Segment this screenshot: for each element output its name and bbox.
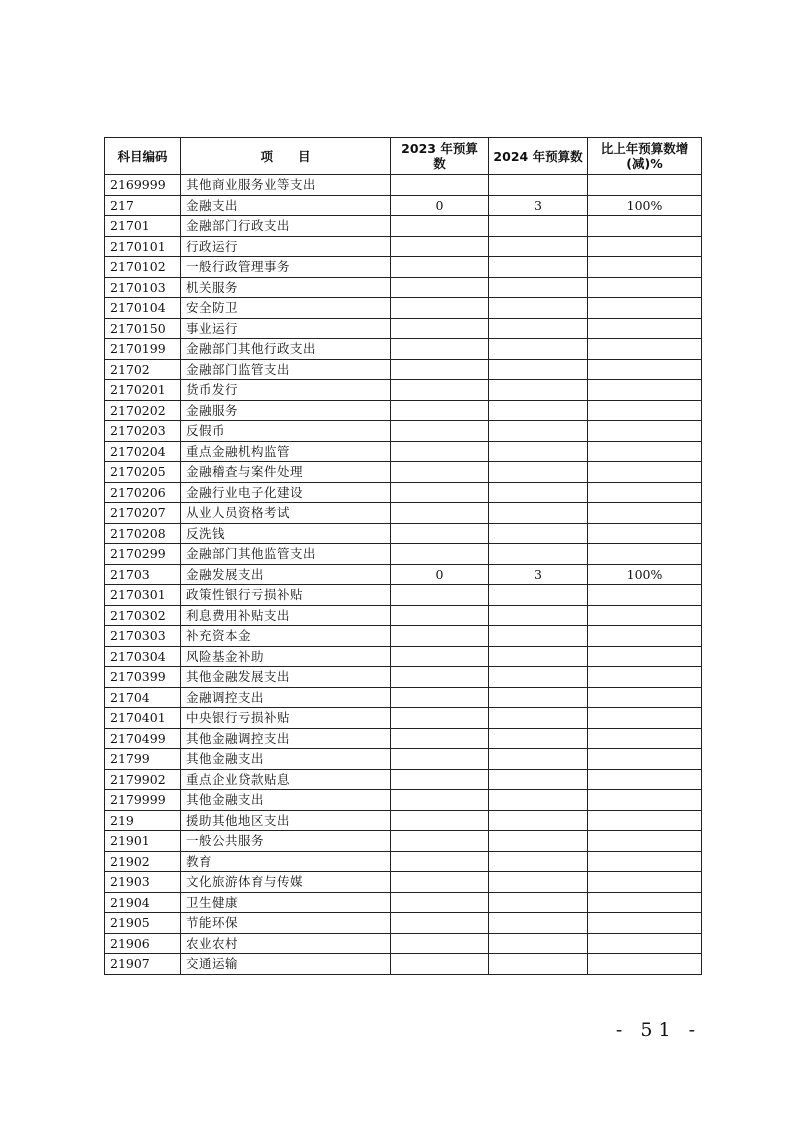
row-name: 文化旅游体育与传媒 xyxy=(181,872,391,893)
row-budget-2024 xyxy=(489,913,588,934)
row-name: 安全防卫 xyxy=(181,298,391,319)
row-budget-2024 xyxy=(489,790,588,811)
row-name: 其他金融支出 xyxy=(181,749,391,770)
row-budget-2023 xyxy=(391,913,489,934)
row-name: 其他商业服务业等支出 xyxy=(181,175,391,196)
row-budget-2023 xyxy=(391,462,489,483)
row-budget-2023: 0 xyxy=(391,564,489,585)
page-number: - 51 - xyxy=(615,1019,701,1041)
row-budget-2023 xyxy=(391,646,489,667)
row-name: 反洗钱 xyxy=(181,523,391,544)
row-name: 政策性银行亏损补贴 xyxy=(181,585,391,606)
header-budget-2023: 2023 年预算数 xyxy=(391,138,489,175)
row-change xyxy=(588,236,702,257)
row-budget-2023 xyxy=(391,503,489,524)
row-budget-2024 xyxy=(489,585,588,606)
row-budget-2023 xyxy=(391,257,489,278)
table-row xyxy=(105,503,702,524)
row-budget-2023 xyxy=(391,523,489,544)
row-budget-2024 xyxy=(489,359,588,380)
row-name: 节能环保 xyxy=(181,913,391,934)
row-budget-2023 xyxy=(391,482,489,503)
row-budget-2024 xyxy=(489,708,588,729)
row-budget-2023 xyxy=(391,933,489,954)
table-row xyxy=(105,175,702,196)
table-row xyxy=(105,216,702,237)
row-name: 金融稽查与案件处理 xyxy=(181,462,391,483)
row-budget-2023 xyxy=(391,831,489,852)
table-row xyxy=(105,462,702,483)
row-budget-2023 xyxy=(391,359,489,380)
row-name: 金融部门行政支出 xyxy=(181,216,391,237)
table-row xyxy=(105,564,702,585)
row-change xyxy=(588,708,702,729)
row-budget-2023 xyxy=(391,667,489,688)
row-budget-2024 xyxy=(489,892,588,913)
row-change xyxy=(588,851,702,872)
row-code: 2170206 xyxy=(105,482,181,503)
row-change xyxy=(588,954,702,975)
header-item: 项 目 xyxy=(181,138,391,175)
table-row xyxy=(105,318,702,339)
row-budget-2024 xyxy=(489,482,588,503)
row-code: 2170102 xyxy=(105,257,181,278)
row-name: 援助其他地区支出 xyxy=(181,810,391,831)
row-budget-2023 xyxy=(391,298,489,319)
row-change xyxy=(588,749,702,770)
row-change xyxy=(588,503,702,524)
row-change xyxy=(588,441,702,462)
row-code: 21799 xyxy=(105,749,181,770)
table-row xyxy=(105,441,702,462)
row-change xyxy=(588,175,702,196)
row-name: 交通运输 xyxy=(181,954,391,975)
row-budget-2024 xyxy=(489,626,588,647)
row-code: 2170304 xyxy=(105,646,181,667)
row-name: 金融部门其他监管支出 xyxy=(181,544,391,565)
row-name: 其他金融支出 xyxy=(181,790,391,811)
table-row xyxy=(105,523,702,544)
table-row xyxy=(105,626,702,647)
table-row xyxy=(105,482,702,503)
row-code: 2170207 xyxy=(105,503,181,524)
table-row xyxy=(105,728,702,749)
row-code: 21703 xyxy=(105,564,181,585)
row-change: 100% xyxy=(588,564,702,585)
row-change xyxy=(588,277,702,298)
row-code: 2170199 xyxy=(105,339,181,360)
row-code: 21904 xyxy=(105,892,181,913)
table-row xyxy=(105,646,702,667)
row-name: 农业农村 xyxy=(181,933,391,954)
table-row xyxy=(105,359,702,380)
table-row xyxy=(105,585,702,606)
row-budget-2023 xyxy=(391,954,489,975)
row-change xyxy=(588,626,702,647)
row-name: 利息费用补贴支出 xyxy=(181,605,391,626)
row-code: 2170201 xyxy=(105,380,181,401)
row-name: 补充资本金 xyxy=(181,626,391,647)
table-body xyxy=(105,175,702,975)
row-change xyxy=(588,523,702,544)
row-name: 风险基金补助 xyxy=(181,646,391,667)
table-row xyxy=(105,913,702,934)
row-budget-2024 xyxy=(489,544,588,565)
row-budget-2023 xyxy=(391,175,489,196)
table-row xyxy=(105,749,702,770)
row-budget-2024 xyxy=(489,503,588,524)
row-change: 100% xyxy=(588,195,702,216)
table-row xyxy=(105,236,702,257)
row-code: 21906 xyxy=(105,933,181,954)
table-row xyxy=(105,298,702,319)
row-change xyxy=(588,400,702,421)
row-budget-2024 xyxy=(489,872,588,893)
row-code: 21704 xyxy=(105,687,181,708)
row-budget-2024 xyxy=(489,441,588,462)
table-row xyxy=(105,810,702,831)
row-code: 2170302 xyxy=(105,605,181,626)
row-code: 2170301 xyxy=(105,585,181,606)
row-name: 金融调控支出 xyxy=(181,687,391,708)
row-budget-2024 xyxy=(489,523,588,544)
row-name: 从业人员资格考试 xyxy=(181,503,391,524)
row-code: 2170303 xyxy=(105,626,181,647)
row-change xyxy=(588,257,702,278)
row-change xyxy=(588,482,702,503)
row-budget-2023 xyxy=(391,216,489,237)
row-change xyxy=(588,687,702,708)
table-row xyxy=(105,421,702,442)
row-budget-2023 xyxy=(391,380,489,401)
row-code: 2170204 xyxy=(105,441,181,462)
row-budget-2024: 3 xyxy=(489,195,588,216)
row-code: 2170399 xyxy=(105,667,181,688)
row-code: 2169999 xyxy=(105,175,181,196)
row-budget-2024 xyxy=(489,667,588,688)
row-budget-2024 xyxy=(489,646,588,667)
table-row xyxy=(105,400,702,421)
row-budget-2023 xyxy=(391,769,489,790)
row-budget-2024 xyxy=(489,933,588,954)
row-name: 金融部门其他行政支出 xyxy=(181,339,391,360)
row-budget-2023 xyxy=(391,585,489,606)
row-budget-2024 xyxy=(489,851,588,872)
header-change: 比上年预算数增(减)% xyxy=(588,138,702,175)
table-row xyxy=(105,954,702,975)
row-budget-2023 xyxy=(391,441,489,462)
row-code: 2170150 xyxy=(105,318,181,339)
row-budget-2023 xyxy=(391,728,489,749)
row-code: 2170103 xyxy=(105,277,181,298)
row-budget-2023 xyxy=(391,605,489,626)
row-code: 2170299 xyxy=(105,544,181,565)
row-budget-2024 xyxy=(489,810,588,831)
row-change xyxy=(588,933,702,954)
row-code: 2170104 xyxy=(105,298,181,319)
row-budget-2023 xyxy=(391,810,489,831)
row-change xyxy=(588,359,702,380)
row-budget-2023 xyxy=(391,277,489,298)
row-budget-2023: 0 xyxy=(391,195,489,216)
table-row xyxy=(105,933,702,954)
table-row xyxy=(105,277,702,298)
row-budget-2023 xyxy=(391,851,489,872)
row-budget-2024 xyxy=(489,769,588,790)
row-code: 21901 xyxy=(105,831,181,852)
row-code: 217 xyxy=(105,195,181,216)
row-budget-2024 xyxy=(489,277,588,298)
row-budget-2023 xyxy=(391,749,489,770)
row-change xyxy=(588,790,702,811)
row-budget-2024 xyxy=(489,339,588,360)
row-budget-2023 xyxy=(391,421,489,442)
row-budget-2023 xyxy=(391,872,489,893)
row-budget-2023 xyxy=(391,626,489,647)
row-name: 金融行业电子化建设 xyxy=(181,482,391,503)
row-code: 2170203 xyxy=(105,421,181,442)
row-change xyxy=(588,667,702,688)
row-code: 21902 xyxy=(105,851,181,872)
table-row xyxy=(105,195,702,216)
row-budget-2024 xyxy=(489,236,588,257)
row-name: 金融部门监管支出 xyxy=(181,359,391,380)
row-change xyxy=(588,769,702,790)
row-change xyxy=(588,318,702,339)
row-code: 21907 xyxy=(105,954,181,975)
row-name: 一般行政管理事务 xyxy=(181,257,391,278)
row-budget-2023 xyxy=(391,318,489,339)
row-budget-2024 xyxy=(489,605,588,626)
table-row xyxy=(105,380,702,401)
budget-table xyxy=(104,137,702,975)
row-code: 21903 xyxy=(105,872,181,893)
row-budget-2024 xyxy=(489,687,588,708)
row-change xyxy=(588,216,702,237)
table-row xyxy=(105,605,702,626)
row-change xyxy=(588,605,702,626)
row-name: 事业运行 xyxy=(181,318,391,339)
row-change xyxy=(588,298,702,319)
row-budget-2023 xyxy=(391,236,489,257)
row-name: 教育 xyxy=(181,851,391,872)
row-change xyxy=(588,831,702,852)
row-budget-2024 xyxy=(489,257,588,278)
table-row xyxy=(105,687,702,708)
row-budget-2023 xyxy=(391,687,489,708)
table-row xyxy=(105,769,702,790)
row-name: 金融服务 xyxy=(181,400,391,421)
row-name: 货币发行 xyxy=(181,380,391,401)
row-budget-2024 xyxy=(489,831,588,852)
row-change xyxy=(588,585,702,606)
row-code: 2179902 xyxy=(105,769,181,790)
row-change xyxy=(588,913,702,934)
table-row xyxy=(105,257,702,278)
row-budget-2023 xyxy=(391,892,489,913)
table-row xyxy=(105,708,702,729)
row-change xyxy=(588,380,702,401)
row-budget-2023 xyxy=(391,790,489,811)
header-code: 科目编码 xyxy=(105,138,181,175)
row-code: 2179999 xyxy=(105,790,181,811)
row-name: 机关服务 xyxy=(181,277,391,298)
row-change xyxy=(588,728,702,749)
row-code: 2170401 xyxy=(105,708,181,729)
row-budget-2024 xyxy=(489,175,588,196)
row-name: 重点企业贷款贴息 xyxy=(181,769,391,790)
row-code: 2170499 xyxy=(105,728,181,749)
row-name: 金融发展支出 xyxy=(181,564,391,585)
table-row xyxy=(105,790,702,811)
table-row xyxy=(105,339,702,360)
row-budget-2024 xyxy=(489,749,588,770)
row-code: 21702 xyxy=(105,359,181,380)
row-name: 反假币 xyxy=(181,421,391,442)
row-name: 中央银行亏损补贴 xyxy=(181,708,391,729)
row-budget-2024 xyxy=(489,298,588,319)
row-budget-2023 xyxy=(391,708,489,729)
row-budget-2023 xyxy=(391,544,489,565)
table-row xyxy=(105,544,702,565)
row-budget-2023 xyxy=(391,400,489,421)
row-change xyxy=(588,872,702,893)
row-change xyxy=(588,892,702,913)
row-name: 其他金融发展支出 xyxy=(181,667,391,688)
row-name: 其他金融调控支出 xyxy=(181,728,391,749)
row-change xyxy=(588,339,702,360)
row-budget-2024: 3 xyxy=(489,564,588,585)
table-header-row xyxy=(105,138,702,175)
row-change xyxy=(588,462,702,483)
row-budget-2024 xyxy=(489,380,588,401)
row-change xyxy=(588,810,702,831)
row-change xyxy=(588,544,702,565)
row-budget-2024 xyxy=(489,462,588,483)
row-name: 行政运行 xyxy=(181,236,391,257)
row-code: 21905 xyxy=(105,913,181,934)
table-row xyxy=(105,667,702,688)
row-code: 2170101 xyxy=(105,236,181,257)
table-row xyxy=(105,851,702,872)
row-change xyxy=(588,421,702,442)
row-name: 金融支出 xyxy=(181,195,391,216)
table-row xyxy=(105,831,702,852)
row-budget-2024 xyxy=(489,728,588,749)
table-row xyxy=(105,872,702,893)
row-code: 2170202 xyxy=(105,400,181,421)
row-budget-2024 xyxy=(489,954,588,975)
row-name: 重点金融机构监管 xyxy=(181,441,391,462)
row-budget-2024 xyxy=(489,216,588,237)
row-budget-2024 xyxy=(489,421,588,442)
row-code: 2170205 xyxy=(105,462,181,483)
row-code: 219 xyxy=(105,810,181,831)
row-name: 卫生健康 xyxy=(181,892,391,913)
row-budget-2024 xyxy=(489,400,588,421)
row-budget-2024 xyxy=(489,318,588,339)
header-budget-2024: 2024 年预算数 xyxy=(489,138,588,175)
row-name: 一般公共服务 xyxy=(181,831,391,852)
row-code: 21701 xyxy=(105,216,181,237)
row-code: 2170208 xyxy=(105,523,181,544)
row-budget-2023 xyxy=(391,339,489,360)
row-change xyxy=(588,646,702,667)
table-row xyxy=(105,892,702,913)
